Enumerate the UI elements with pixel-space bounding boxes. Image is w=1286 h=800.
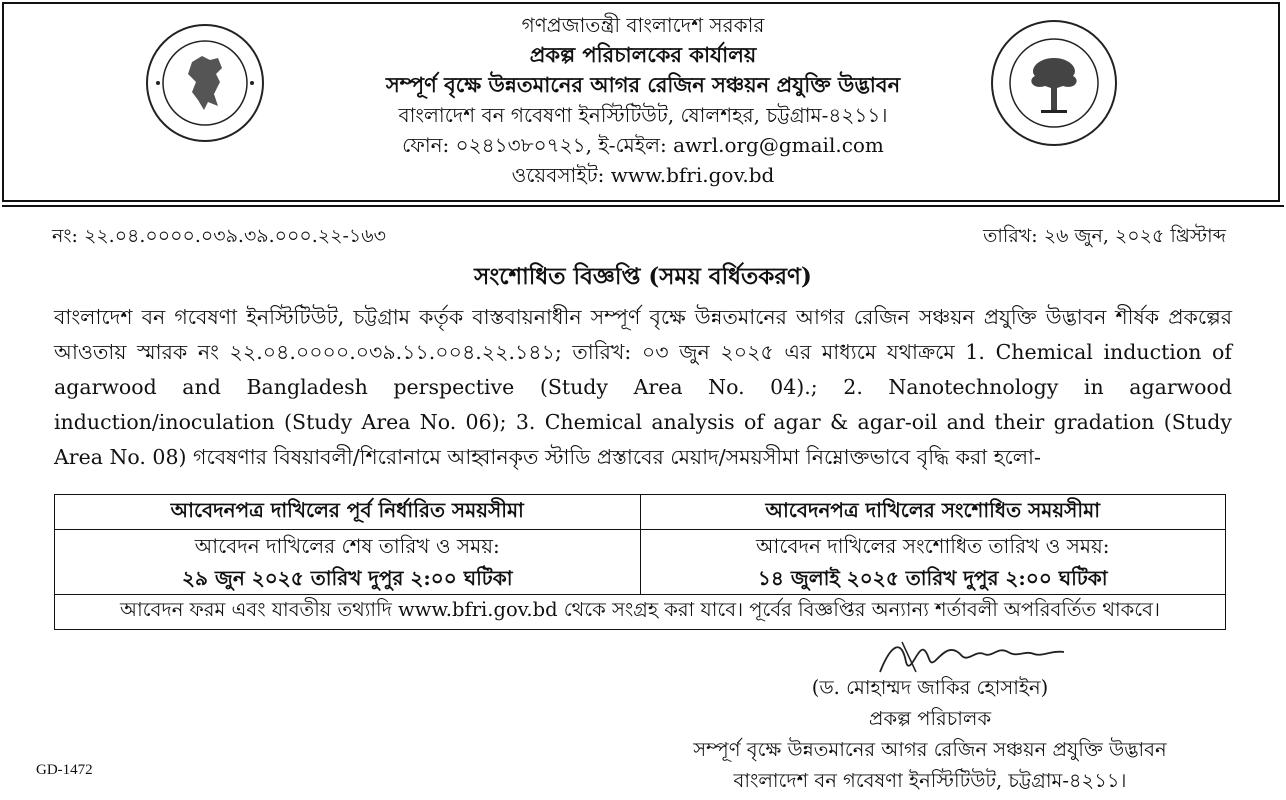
header-divider (2, 205, 1284, 207)
notice-title: সংশোধিত বিজ্ঞপ্তি (সময় বর্ধিতকরণ) (474, 263, 812, 290)
revised-deadline-value: ১৪ জুলাই ২০২৫ তারিখ দুপুর ২:০০ ঘটিকা (757, 566, 1108, 590)
revised-deadline-label: আবেদন দাখিলের সংশোধিত তারিখ ও সময়: (756, 534, 1110, 558)
previous-deadline-value: ২৯ জুন ২০২৫ তারিখ দুপুর ২:০০ ঘটিকা (182, 566, 513, 590)
previous-deadline-label: আবেদন দাখিলের শেষ তারিখ ও সময়: (194, 534, 500, 558)
signatory-name: (ড. মোহাম্মদ জাকির হোসাইন) (811, 676, 1049, 699)
signatory-office: বাংলাদেশ বন গবেষণা ইনস্টিটিউট, চট্টগ্রাম-৪২১১। (733, 769, 1127, 792)
table-row (55, 530, 1226, 595)
office-name: প্রকল্প পরিচালকের কার্যালয় (529, 42, 757, 67)
issue-date: তারিখ: ২৬ জুন, ২০২৫ খ্রিস্টাব্দ (983, 225, 1226, 247)
document-code: GD-1472 (36, 762, 93, 778)
letterhead (2, 2, 1280, 202)
bfri-logo-icon (989, 18, 1119, 148)
revised-deadline-cell (640, 530, 1226, 595)
previous-deadline-cell (55, 530, 641, 595)
table-footer-row (55, 595, 1226, 630)
memo-number: নং: ২২.০৪.০০০০.০৩৯.৩৯.০০০.২২-১৬৩ (52, 225, 386, 247)
deadline-table (54, 494, 1226, 630)
revised-deadline-header: আবেদনপত্র দাখিলের সংশোধিত সময়সীমা (640, 495, 1226, 530)
website-info: ওয়েবসাইট: www.bfri.gov.bd (511, 163, 775, 187)
government-name: গণপ্রজাতন্ত্রী বাংলাদেশ সরকার (521, 13, 765, 37)
signatory-block (620, 672, 1240, 796)
contact-info: ফোন: ০২৪১৩৮০৭২১, ই-মেইল: awrl.org@gmail.com (402, 133, 884, 157)
notice-body: বাংলাদেশ বন গবেষণা ইনস্টিটিউট, চট্টগ্রাম কর্তৃক বাস্তবায়নাধীন সম্পূর্ণ বৃক্ষে উন্নতমানের আগর রেজিন সঞ্চয়ন প্রযুক্তি উদ্ভাবন শীর্ষক প্রকল্পের আওতায় স্মারক নং ২২.০৪.০০০০.০৩৯.১১.০০৪.২২.১৪১; তারিখ: ০৩ জুন ২০২৫ এর মাধ্যমে যথাক্রমে 1. Chemical induction of agarwood and Bangladesh perspective (Study Area No. 04).; 2. Nanotechnology in agarwood induction/inoculation (Study Area No. 06); 3. Chemical analysis of agar & agar-oil and their gradation (Study Area No. 08) গবেষণার বিষয়াবলী/শিরোনামে আহ্বানকৃত স্টাডি প্রস্তাবের মেয়াদ/সময়সীমা নিম্নোক্তভাবে বৃদ্ধি করা হলো- (54, 305, 1232, 469)
institute-address: বাংলাদেশ বন গবেষণা ইনস্টিটিউট, ষোলশহর, চট্টগ্রাম-৪২১১। (398, 103, 888, 127)
table-footer-note: আবেদন ফরম এবং যাবতীয় তথ্যাদি www.bfri.gov.bd থেকে সংগ্রহ করা যাবে। পূর্বের বিজ্ঞপ্তির অন্যান্য শর্তাবলী অপরিবর্তিত থাকবে। (55, 595, 1226, 630)
signatory-project: সম্পূর্ণ বৃক্ষে উন্নতমানের আগর রেজিন সঞ্চয়ন প্রযুক্তি উদ্ভাবন (693, 738, 1167, 761)
previous-deadline-header: আবেদনপত্র দাখিলের পূর্ব নির্ধারিত সময়সীমা (55, 495, 641, 530)
project-name: সম্পূর্ণ বৃক্ষে উন্নতমানের আগর রেজিন সঞ্চয়ন প্রযুক্তি উদ্ভাবন (385, 72, 901, 97)
table-header-row (55, 495, 1226, 530)
signatory-designation: প্রকল্প পরিচালক (868, 707, 992, 730)
